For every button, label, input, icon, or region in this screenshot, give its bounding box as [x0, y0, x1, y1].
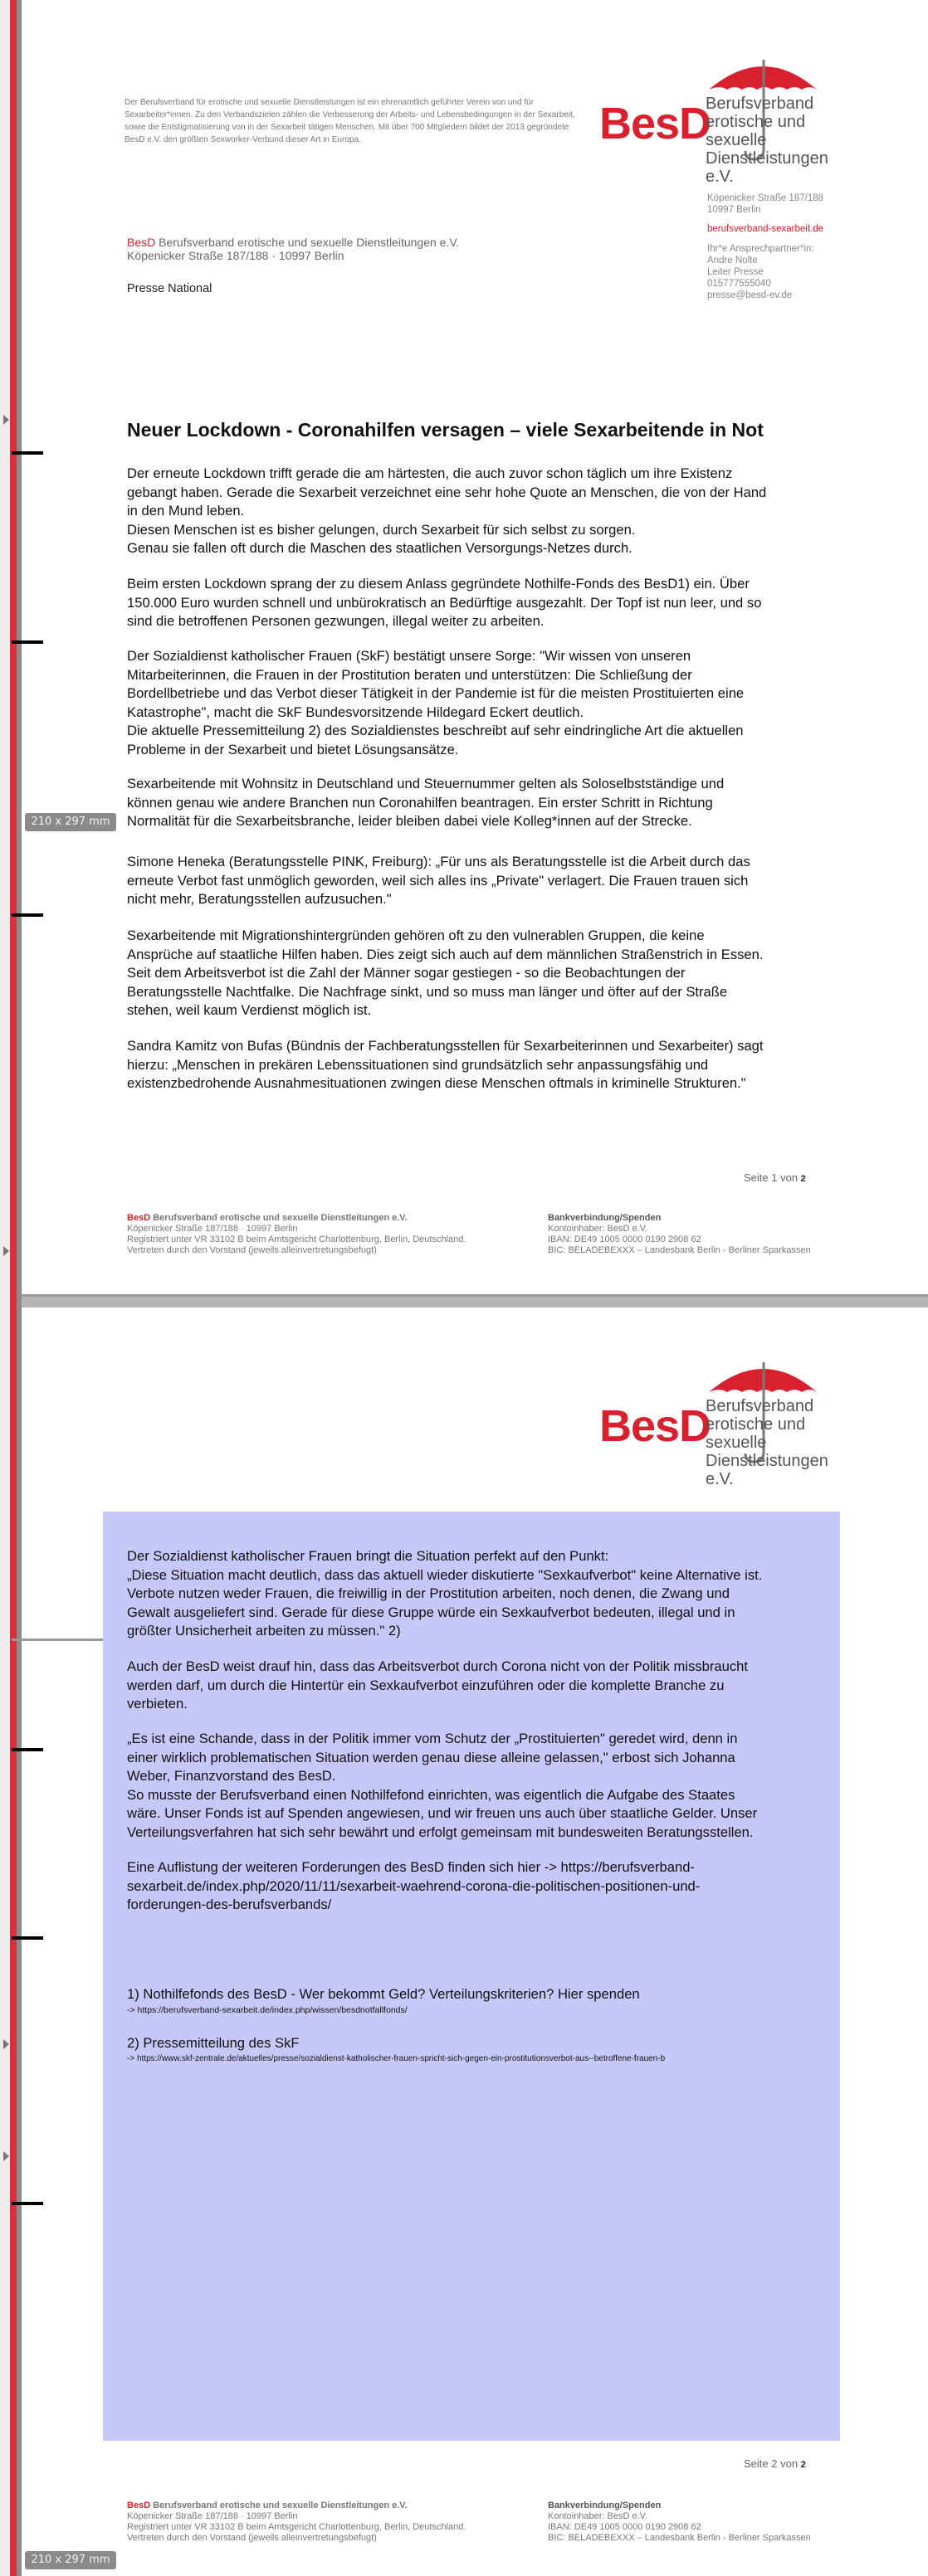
logo-tagline: Berufsverband erotische und sexuelle Dienstleistungen e.V.: [706, 1397, 828, 1488]
paragraph: Simone Heneka (Beratungsstelle PINK, Freiburg): „Für uns als Beratungsstelle ist die Arbeit durch das erneute Verbot fast unmöglich geworden, weil sich alles ins „Private" verlagert. Die Frauen trauen sich nicht mehr, Beratungsstellen aufzusuchen.": [127, 854, 750, 907]
address-block: Köpenicker Straße 187/188 10997 Berlin berufsverband-sexarbeit.de Ihr*e Ansprechpartner*in: Andre Nolte Leiter Presse 015777555040 presse@besd-ev.de: [707, 193, 824, 300]
footnote-1: 1) Nothilfefonds des BesD - Wer bekommt Geld? Verteilungskriterien? Hier spenden -> https://berufsverband-sexarbeit.de/index.php/wissen/besdnotfallfonds/: [127, 1985, 841, 2016]
paragraph: Sexarbeitende mit Wohnsitz in Deutschland und Steuernummer gelten als Soloselbstständige und können genau wie andere Branchen nun Coronahilfen beantragen. Ein erster Schritt in Richtung Normalität für die Sexarbeitsbranche, leider bleiben dabei viele Kolleg*innen auf der Strecke.: [127, 776, 725, 829]
website-link[interactable]: berufsverband-sexarbeit.de: [707, 224, 823, 234]
besd-logo: [599, 1354, 848, 1488]
page-size-tag: 210 x 297 mm: [25, 813, 116, 831]
page-1: [22, 0, 928, 1294]
footer-left: BesD Berufsverband erotische und sexuelle Dienstleitungen e.V. Köpenicker Straße 187/188 · 10997 Berlin Registriert unter VR 33102 B beim Amtsgericht Charlottenburg, Berlin, Deutschland. Vertreten durch den Vorstand (jeweils alleinvertretungsbefugt): [127, 1213, 466, 1255]
paragraph: Beim ersten Lockdown sprang der zu diesem Anlass gegründete Nothilfe-Fonds des BesD1) ein. Über 150.000 Euro wurden schnell und unbürokratisch an Bedürftige ausgezahlt. Der Topf ist nun leer, und so sind die betroffenen Personen gezwungen, illegal weiter zu arbeiten.: [127, 576, 762, 629]
paragraph: Eine Auflistung der weiteren Forderungen des BesD finden sich hier -> https://berufsverband- sexarbeit.de/index.php/2020/11/11/sexarbeit-waehrend-corona-die-politischen-positionen-und- forderungen-des-berufsverbands/: [127, 1859, 701, 1912]
ruler-arrow-icon[interactable]: [3, 415, 9, 425]
besd-logo: [599, 51, 848, 186]
logo-wordmark: BesD: [599, 99, 711, 149]
ruler-arrow-icon[interactable]: [3, 2039, 9, 2049]
ruler-tick: [12, 2202, 43, 2205]
left-ruler[interactable]: [0, 0, 22, 2576]
footnote-link[interactable]: -> https://berufsverband-sexarbeit.de/index.php/wissen/besdnotfallfonds/: [127, 2004, 408, 2015]
ruler-arrow-icon[interactable]: [3, 1246, 9, 1256]
page-size-tag: 210 x 297 mm: [25, 2551, 116, 2569]
page-number: Seite 2 von 2: [744, 2457, 806, 2470]
margin-marker-red: [10, 0, 17, 2576]
ruler-tick: [12, 1936, 43, 1940]
headline: Neuer Lockdown - Coronahilfen versagen – viele Sexarbeitende in Not: [127, 419, 764, 441]
footer-bank: Bankverbindung/Spenden Kontoinhaber: BesD e.V. IBAN: DE49 1005 0000 0190 2908 62 BIC: BELADEBEXXX – Landesbank Berlin - Berliner Sparkassen: [548, 1213, 811, 1255]
text-selection-highlight[interactable]: [103, 1512, 840, 2441]
footnote-link[interactable]: -> https://www.skf-zentrale.de/aktuelles/presse/sozialdienst-katholischer-frauen-spricht-sich-gegen-ein-prostitutionsverbot-aus--betroffene-frauen-b: [127, 2053, 666, 2063]
footer-bank: Bankverbindung/Spenden Kontoinhaber: BesD e.V. IBAN: DE49 1005 0000 0190 2908 62 BIC: BELADEBEXXX – Landesbank Berlin - Berliner Sparkassen: [548, 2501, 811, 2543]
sender-line: BesD Berufsverband erotische und sexuelle Dienstleitungen e.V. Köpenicker Straße 187/188 · 10997 Berlin: [127, 236, 460, 262]
page-number: Seite 1 von 2: [744, 1171, 806, 1184]
footnote-2: 2) Pressemitteilung des SkF -> https://www.skf-zentrale.de/aktuelles/presse/sozialdienst-katholischer-frauen-spricht-sich-gegen-ein-prostitutionsverbot-aus--betroffene-frauen-b: [127, 2034, 841, 2065]
recipient: Presse National: [127, 282, 212, 295]
paragraph: „Es ist eine Schande, dass in der Politik immer vom Schutz der „Prostituierten" geredet wird, denn in einer wirklich problematischen Situation werden genau diese alleine gelassen," erbost sich Johanna Weber, Finanzvorstand des BesD. So musste der Berufsverband einen Nothilfefond einrichten, was eigentlich die Aufgabe des Staates wäre. Unser Fonds ist auf Spenden angewiesen, und wir freuen uns auch über staatliche Gelder. Unser Verteilungsverfahren hat sich sehr bewährt und erfolgt gemeinsam mit bundesweiten Beratungsstellen.: [127, 1731, 758, 1840]
ruler-tick: [12, 640, 43, 644]
ruler-tick: [12, 1748, 43, 1751]
ruler-tick: [12, 1639, 103, 1641]
paragraph: Der Sozialdienst katholischer Frauen bringt die Situation perfekt auf den Punkt: „Diese Situation macht deutlich, dass das aktuell wieder diskutierte "Sexkaufverbot" keine Alternative ist. Verbote nutzen weder Frauen, die freiwillig in der Prostitution arbeiten, noch denen, die Zwang und Gewalt ausgeliefert sind. Gerade für diese Gruppe würde ein Sexkaufverbot bedeuten, illegal und in größter Unsicherheit arbeiten zu müssen." 2): [127, 1548, 763, 1639]
ruler-arrow-icon[interactable]: [3, 2151, 9, 2161]
paragraph: Sandra Kamitz von Bufas (Bündnis der Fachberatungsstellen für Sexarbeiterinnen und Sexarbeiter) sagt hierzu: „Menschen in prekären Lebenssituationen sind grundsätzlich sehr anpassungsfähig und existenzbedrohende Ausnahmesituationen zwingen diese Menschen oftmals in kriminelle Strukturen.": [127, 1038, 764, 1091]
footer-left: BesD Berufsverband erotische und sexuelle Dienstleitungen e.V. Köpenicker Straße 187/188 · 10997 Berlin Registriert unter VR 33102 B beim Amtsgericht Charlottenburg, Berlin, Deutschland. Vertreten durch den Vorstand (jeweils alleinvertretungsbefugt): [127, 2501, 466, 2543]
email-link[interactable]: presse@besd-ev.de: [707, 290, 793, 300]
paragraph: Sexarbeitende mit Migrationshintergründen gehören oft zu den vulnerablen Gruppen, die keine Ansprüche auf staatliche Hilfen haben. Dies zeigt sich auch auf dem männlichen Straßenstrich in Essen. Seit dem Arbeitsverbot ist die Zahl der Männer sogar gestiegen - so die Beobachtungen der Beratungsstelle Nachtfalke. Die Nachfrage sinkt, und so muss man länger und öfter auf der Straße stehen, weil kaum Verdienst möglich ist.: [127, 928, 764, 1018]
ruler-tick: [12, 451, 43, 455]
ruler-tick: [12, 913, 43, 917]
logo-wordmark: BesD: [599, 1401, 711, 1451]
logo-tagline: Berufsverband erotische und sexuelle Dienstleistungen e.V.: [706, 95, 828, 186]
paragraph: Der erneute Lockdown trifft gerade die am härtesten, die auch zuvor schon täglich um ihre Existenz gebangt haben. Gerade die Sexarbeit verzeichnet eine sehr hohe Quote an Menschen, die von der Hand in den Mund leben. Diesen Menschen ist es bisher gelungen, durch Sexarbeit für sich selbst zu sorgen. Genau sie fallen oft durch die Maschen des staatlichen Versorgungs-Netzes durch.: [127, 465, 767, 556]
paragraph: Auch der BesD weist drauf hin, dass das Arbeitsverbot durch Corona nicht von der Politik missbraucht werden darf, um durch die Hintertür ein Sexkaufverbot einzuführen oder die komplette Branche zu verbieten.: [127, 1658, 749, 1712]
page-separator: [22, 1294, 928, 1307]
intro-text: Der Berufsverband für erotische und sexuelle Dienstleistungen ist ein ehrenamtlich geführter Verein von und für Sexarbeiter*innen. Zu den Verbandszielen zählen die Verbesserung der Arbeits- und Lebensbedingungen in der Sexarbeit, sowie die Entstigmatisierung von in der Sexarbeit tätigen Menschen. Mit über 700 Mitgliedern bildet der 2013 gegründete BesD e.V. den größten Sexworker-Verbund dieser Art in Europa.: [125, 98, 575, 144]
paragraph: Der Sozialdienst katholischer Frauen (SkF) bestätigt unsere Sorge: "Wir wissen von unseren Mitarbeiterinnen, die Frauen in der Prostitution beraten und unterstützen: Die Schließung der Bordellbetriebe und das Verbot dieser Tätigkeit in der Pandemie ist für die meisten Prostituierten eine Katastrophe", macht die SkF Bundesvorsitzende Hildegard Eckert deutlich. Die aktuelle Pressemitteilung 2) des Sozialdienstes beschreibt auf sehr eindringliche Art die aktuellen Probleme in der Sexarbeit und bietet Lösungsansätze.: [127, 648, 745, 757]
